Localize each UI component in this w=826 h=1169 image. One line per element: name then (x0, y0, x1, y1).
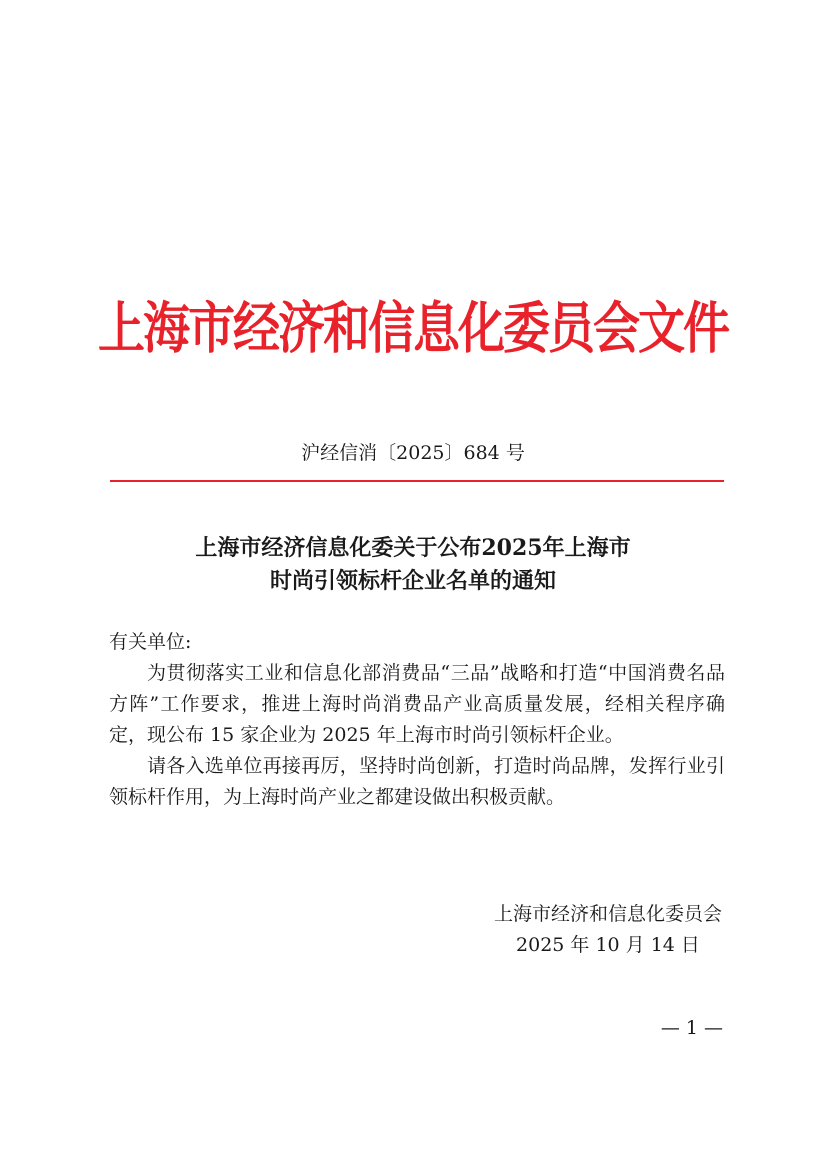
notice-body (109, 627, 725, 813)
salutation: 有关单位: (109, 631, 192, 653)
page-number: — 1 — (660, 1017, 723, 1039)
document-number: 沪经信消〔2025〕684 号 (301, 442, 525, 464)
signature-block (494, 899, 722, 961)
notice-title-line-1: 上海市经济信息化委关于公布2025年上海市 (195, 535, 631, 561)
notice-title-line-2: 时尚引领标杆企业名单的通知 (269, 568, 556, 594)
issuer-name: 上海市经济和信息化委员会 (493, 903, 722, 925)
red-divider-line (110, 480, 724, 482)
body-paragraph-2: 请各入选单位再接再厉，坚持时尚创新，打造时尚品牌，发挥行业引领标杆作用，为上海时尚产业之都建设做出积极贡献。 (109, 755, 725, 808)
body-paragraph-1: 为贯彻落实工业和信息化部消费品“三品”战略和打造“中国消费名品方阵”工作要求，推进上海时尚消费品产业高质量发展，经相关程序确定，现公布 15 家企业为 2025 年上海市时尚引领标杆企业。 (109, 662, 725, 746)
notice-title (0, 532, 826, 598)
masthead-title: 上海市经济和信息化委员会文件 (98, 296, 728, 362)
issue-date: 2025 年 10 月 14 日 (516, 934, 700, 956)
